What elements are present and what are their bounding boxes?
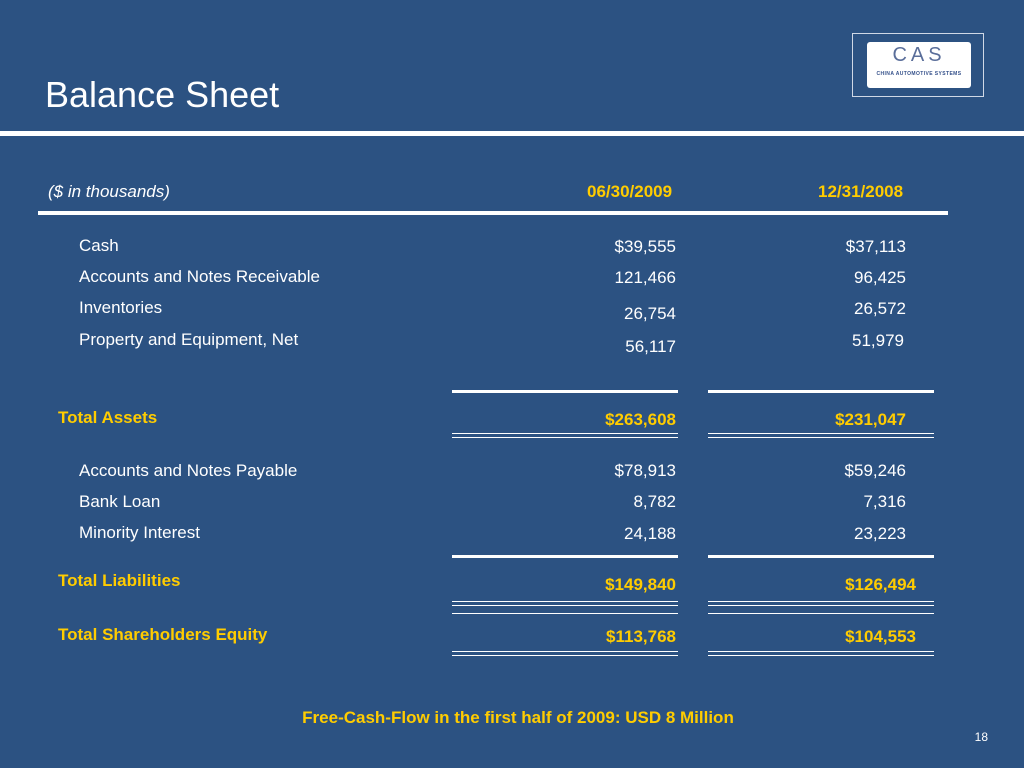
total-liabilities-2008: $126,494 <box>845 575 916 594</box>
equity-top-rule-2008 <box>708 613 934 614</box>
free-cash-flow-text: Free-Cash-Flow in the first half of 2009: USD 8 Million <box>302 708 734 727</box>
total-liabilities-top-rule-2008 <box>708 555 934 558</box>
logo-letters: CAS <box>892 44 946 66</box>
total-equity-label: Total Shareholders Equity <box>58 625 268 644</box>
inventories-2008: 26,572 <box>854 299 906 318</box>
row-label-property: Property and Equipment, Net <box>79 330 299 349</box>
row-label-payables: Accounts and Notes Payable <box>79 461 298 480</box>
total-liabilities-2009: $149,840 <box>605 575 676 594</box>
page-number: 18 <box>974 730 988 744</box>
cash-2008: $37,113 <box>845 237 906 256</box>
equity-top-rule-2009 <box>452 613 678 614</box>
inventories-2009: 26,754 <box>624 304 676 323</box>
receivables-2008: 96,425 <box>854 268 906 287</box>
header-divider <box>38 211 948 215</box>
column-header-2009: 06/30/2009 <box>587 182 673 201</box>
minority-interest-2009: 24,188 <box>624 524 676 543</box>
minority-interest-2008: 23,223 <box>854 524 906 543</box>
total-assets-double-rule-b-2009 <box>452 437 678 438</box>
total-assets-top-rule-2008 <box>708 390 934 393</box>
total-equity-2008: $104,553 <box>845 627 916 646</box>
total-assets-double-rule-a-2008 <box>708 433 934 434</box>
free-cash-flow-note <box>0 708 1024 728</box>
property-2009: 56,117 <box>625 337 676 356</box>
logo-subtitle: CHINA AUTOMOTIVE SYSTEMS <box>876 71 962 77</box>
total-assets-2009: $263,608 <box>605 410 676 429</box>
row-label-receivables: Accounts and Notes Receivable <box>79 267 320 286</box>
total-equity-double-rule-b-2009 <box>452 655 678 656</box>
total-assets-double-rule-b-2008 <box>708 437 934 438</box>
row-label-bank-loan: Bank Loan <box>79 492 161 511</box>
total-equity-double-rule-b-2008 <box>708 655 934 656</box>
total-liabilities-double-rule-b-2008 <box>708 605 934 606</box>
row-label-minority-interest: Minority Interest <box>79 523 200 542</box>
page-title: Balance Sheet <box>45 74 280 115</box>
total-liabilities-double-rule-a-2008 <box>708 601 934 602</box>
property-2008: 51,979 <box>852 331 904 350</box>
payables-2009: $78,913 <box>614 461 676 480</box>
row-label-inventories: Inventories <box>79 298 163 317</box>
total-assets-double-rule-a-2009 <box>452 433 678 434</box>
total-liabilities-label: Total Liabilities <box>58 571 181 590</box>
logo-panel <box>867 42 971 88</box>
company-logo <box>852 33 984 97</box>
bank-loan-2009: 8,782 <box>633 492 676 511</box>
row-label-cash: Cash <box>79 236 119 255</box>
total-assets-2008: $231,047 <box>835 410 906 429</box>
total-equity-double-rule-a-2009 <box>452 651 678 652</box>
total-liabilities-top-rule-2009 <box>452 555 678 558</box>
title-divider <box>0 131 1024 136</box>
column-header-2008: 12/31/2008 <box>818 182 904 201</box>
cash-2009: $39,555 <box>614 237 676 256</box>
bank-loan-2008: 7,316 <box>863 492 906 511</box>
total-equity-double-rule-a-2008 <box>708 651 934 652</box>
total-assets-label: Total Assets <box>58 408 158 427</box>
units-note: ($ in thousands) <box>48 182 170 201</box>
total-liabilities-double-rule-b-2009 <box>452 605 678 606</box>
total-liabilities-double-rule-a-2009 <box>452 601 678 602</box>
receivables-2009: 121,466 <box>614 268 676 287</box>
total-assets-top-rule-2009 <box>452 390 678 393</box>
total-equity-2009: $113,768 <box>606 627 676 646</box>
payables-2008: $59,246 <box>844 461 906 480</box>
